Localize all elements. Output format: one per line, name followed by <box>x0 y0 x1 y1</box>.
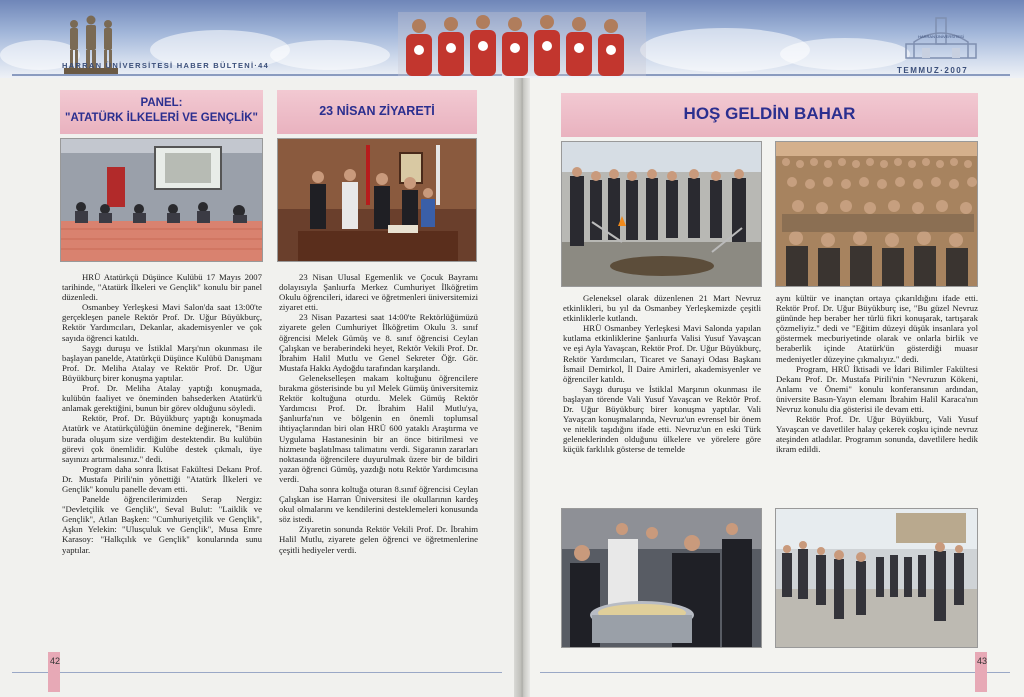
bulletin-title: HARRAN ÜNİVERSİTESİ HABER BÜLTENİ·44 <box>62 61 270 70</box>
audience-photo <box>775 141 978 287</box>
visit-paragraph: 23 Nisan Ulusal Egemenlik ve Çocuk Bayramı dolayısıyla Şanlıurfa Merkez Cumhuriyet İlköğretim Okulu öğrencileri, idareci ve öğretmenleri üniversitemizi ziyaret etti. <box>279 272 478 313</box>
visit-article-text <box>279 272 478 555</box>
spring-column-1 <box>563 293 761 455</box>
spring-paragraph: Geleneksel olarak düzenlenen 21 Mart Nevruz etkinlikleri, bu yıl da Osmanbey Yerleşkemizde çeşitli etkinliklerle kutlandı. <box>563 293 761 324</box>
visit-heading-text: 23 NİSAN ZİYARETİ <box>319 104 435 118</box>
visit-paragraph: Gelenekselleşen makam koltuğunu öğrencilere bırakma gösterisinde bu yıl Melek Gümüş üniversitemiz Rektör koltuğuna oturdu. Melek Gümüş Rektör Yardımcısı Prof. Dr. İbrahim Halil Mutlu'ya, Şanlıurfa'nın ve bölgenin en önemli toplumsal ihtiyaçlarından biri olan HRÜ 600 yataklı Araştırma ve Uygulama Hastanesinin bir an önce bitirilmesi ve hizmete başlatılması talimatını verdi. Sigaranın zararları noktasında öğrencilere duyurulmak üzere bir de bildiri yazan öğrenci Gümüş, yazdığı notu Rektör Yardımcısına verdi. <box>279 372 478 484</box>
spring-paragraph: HRÜ Osmanbey Yerleşkesi Mavi Salonda yapılan kutlama etkinliklerine Şanlıurfa Valisi Yusuf Yavaşcan ve eşi Ayla Yavaşcan, Rektör Prof. Dr. Uğur Büyükburç, Rektör Yardımcıları, Ticaret ve Sanayi Odası Başkanı İsmail Demirkol, İl Daire Amirleri, akademisyenler ve öğrenciler katıldı. <box>563 323 761 384</box>
page-gutter <box>514 0 530 697</box>
panel-paragraph: Program daha sonra İktisat Fakültesi Dekanı Prof. Dr. Mustafa Pirili'nin yönettiği "Atatürk İlkeleri ve Gençlik" konulu panelle devam etti. <box>62 463 262 494</box>
footer-rule-left <box>12 672 502 673</box>
panel-photo <box>60 138 263 262</box>
spring-heading-text: HOŞ GELDİN BAHAR <box>683 104 856 123</box>
panel-article-text <box>62 272 262 555</box>
panel-paragraph: Osmanbey Yerleşkesi Mavi Salon'da saat 13:00'te gerçekleşen panele Rektör Prof. Dr. Uğur Büyükburç, Rektör Yardımcıları, Dekanlar, akademisyenler ve çok sayıda öğrenci katıldı. <box>62 302 262 343</box>
halay-dance-photo <box>775 508 978 648</box>
visit-paragraph: 23 Nisan Pazartesi saat 14:00'te Rektörlüğümüzü ziyarete gelen Cumhuriyet İlköğretim Okulu 3. sınıf öğrencisi Melek Gümüş ve 8. sınıf öğrencisi Ceylan Çalışkan ve beraberindeki heyet, Rektör Vekili Prof. Dr. İbrahim Halil Mutlu ve Genel Sekreter Öğr. Gör. Mustafa Hakkı Aydoğdu tarafından karşılandı. <box>279 312 478 373</box>
visit-paragraph: Ziyaretin sonunda Rektör Vekili Prof. Dr. İbrahim Halil Mutlu, ziyarete gelen öğrenci ve öğretmenlerine çeşitli hediyeler verdi. <box>279 524 478 555</box>
visit-paragraph: Daha sonra koltuğa oturan 8.sınıf öğrencisi Ceylan Çalışkan ise Harran Üniversitesi ile okullarının kardeş okul olmalarını ve kendilerini desteklemeleri konusunda söz istedi. <box>279 483 478 525</box>
panel-paragraph: Rektör, Prof. Dr. Büyükburç yaptığı konuşmada Atatürk ve Atatürkçülüğün önemine değinerek, "Benim burada oluşum size verdiğim destektendir. Bu kulübün görevi çok önemlidir. Kulübe destek çıkmalı, üye sayınızı artırmalısınız." dedi. <box>62 413 262 464</box>
panel-paragraph: Saygı duruşu ve İstiklal Marşı'nın okunması ile başlayan panelde, Atatürkçü Düşünce Kulübü Danışmanı Prof. Dr. Meliha Atalay ve Rektör Prof. Dr. Uğur Büyükburç birer konuşma yaptılar. <box>62 342 262 383</box>
spring-paragraph: Rektör Prof. Dr. Uğur Büyükburç, Vali Yusuf Yavaşcan ve davetliler halay çekerek coşku içinde nevruz ateşinden atladılar. Programın sonunda, davetlilere hedik ikram edildi. <box>776 414 978 455</box>
panel-heading <box>60 90 263 134</box>
footer-rule-right <box>540 672 1010 673</box>
panel-heading-line2: "ATATÜRK İLKELERİ VE GENÇLİK" <box>65 112 258 124</box>
panel-paragraph: Panelde öğrencilerimizden Serap Nergiz: "Devletçilik ve Gençlik", Seval Bulut: "Laiklik ve Gençlik", Atlan Başken: "Cumhuriyetçilik ve Gençlik", Aşkın Yelekin: "Ulusçuluk ve Gençlik", Musa Emre Karasoy: "Halkçılık ve Gençlik" konularında sunu yaptılar. <box>62 494 262 555</box>
visit-photo <box>277 138 477 262</box>
nevruz-fire-photo <box>561 141 762 287</box>
spring-column-2 <box>776 293 978 455</box>
visit-heading <box>277 90 477 134</box>
panel-heading-line1: PANEL: <box>140 97 183 109</box>
student-team-photo <box>398 12 646 76</box>
issue-date: TEMMUZ·2007 <box>897 66 969 75</box>
svg-text:HARRAN ÜNİVERSİTESİ: HARRAN ÜNİVERSİTESİ <box>918 34 964 39</box>
page-number-right: 43 <box>977 656 988 666</box>
spring-heading <box>561 93 978 137</box>
spring-paragraph: Saygı duruşu ve İstiklal Marşının okunması ile başlayan törende Vali Yusuf Yavaşcan ve Rektör Prof. Dr. Uğur Büyükburç birer konuşma yaptılar. Vali Yavaşcan konuşmalarında, Nevruz'un evrensel bir önem ve nitelik taşıdığını ifade etti. Nevruz'un en eski Türk geleneklerinden olduğunu ülkelere ve yörelere göre küçük farklılık gösterse de temelde <box>563 383 761 455</box>
panel-paragraph: Prof. Dr. Meliha Atalay yaptığı konuşmada, kulübün faaliyet ve öneminden bahsederken Atatürk'ü anlamak gerektiğini, bunun bir görev olduğunu söyledi. <box>62 383 262 414</box>
panel-paragraph: HRÜ Atatürkçü Düşünce Kulübü 17 Mayıs 2007 tarihinde, "Atatürk İlkeleri ve Gençlik" konulu bir panel düzenledi. <box>62 272 262 303</box>
page-number-left: 42 <box>50 656 61 666</box>
university-logo <box>900 14 982 62</box>
hedik-serving-photo <box>561 508 762 648</box>
spring-paragraph: aynı kültür ve inançtan ortaya çıkarıldığını ifade etti. Rektör Prof. Dr. Uğur Büyükburç ise, "Bu güzel Nevruz gününde hep beraber her türlü fikri konuşarak, tartışarak çözmeliyiz." dedi ve "Eğitim düzeyi düşük insanlara yol göstermek mecburiyetinde olarak ve onlarla birlik ve beraberlik içinde Atatürk'ün gösterdiği muasır medeniyetler düzeyine çıkmalıyız." dedi. <box>776 293 978 364</box>
spring-paragraph: Program, HRÜ İktisadi ve İdari Bilimler Fakültesi Dekanı Prof. Dr. Mustafa Pirili'nin "Nevruzun Kökeni, Anlamı ve Önemi" konulu konferansının ardından, üniversite Basın-Yayın elemanı İbrahim Halil Karaca'nın Nevruz konulu dia gösterisi ile devam etti. <box>776 363 978 415</box>
